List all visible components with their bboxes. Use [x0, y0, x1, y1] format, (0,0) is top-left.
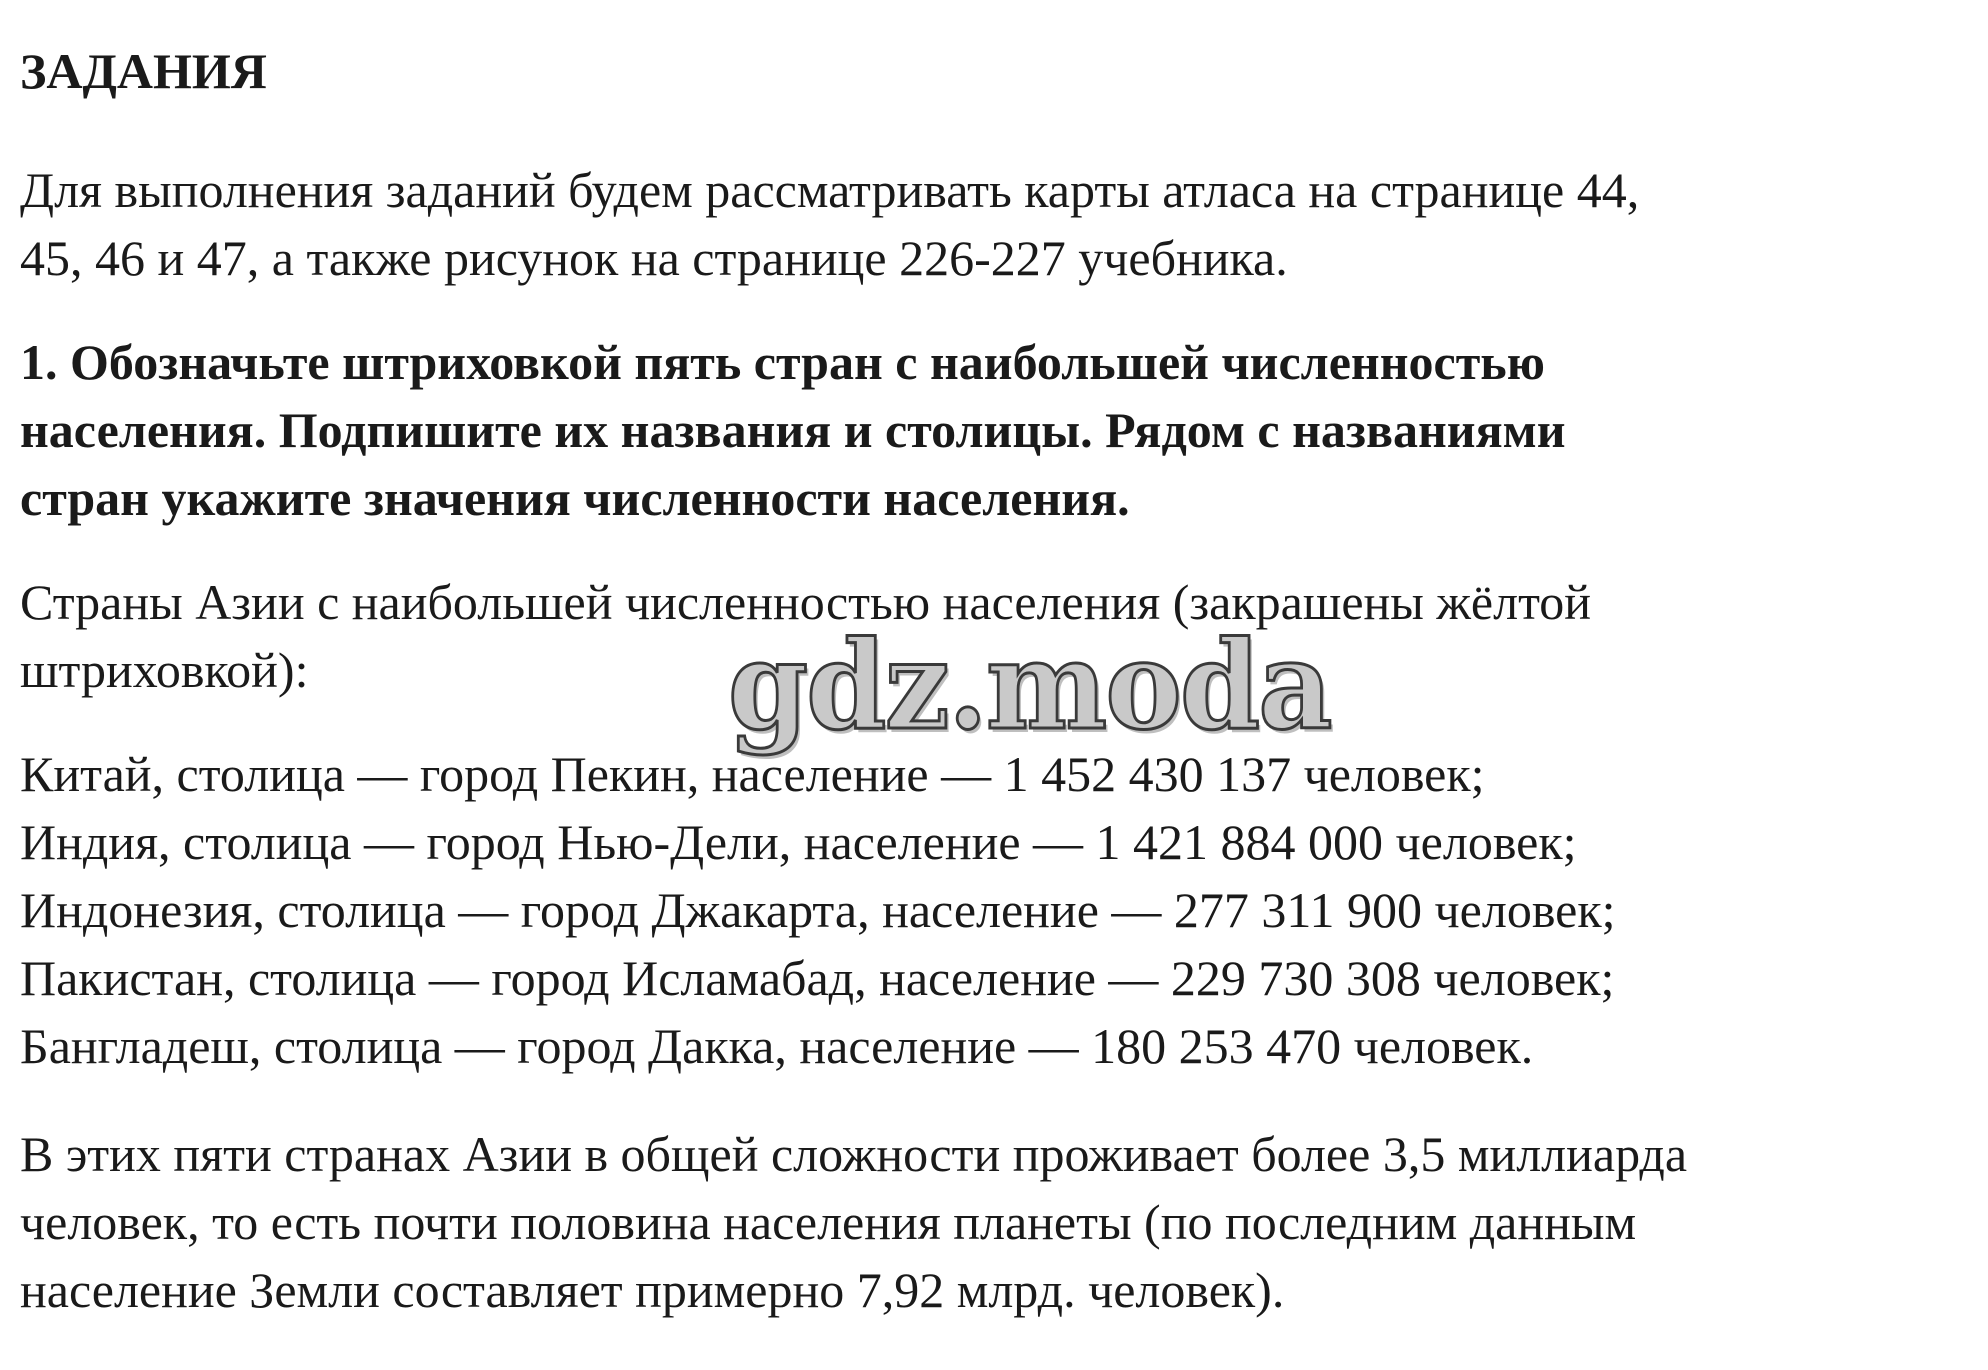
intro-paragraph — [20, 156, 1639, 292]
summary-line: население Земли составляет примерно 7,92 млрд. человек). — [20, 1262, 1285, 1318]
task-1-statement — [20, 328, 1566, 532]
summary-line: В этих пяти странах Азии в общей сложности проживает более 3,5 миллиарда — [20, 1126, 1688, 1182]
country-item-china: Китай, столица — город Пекин, население — 1 452 430 137 человек; — [20, 746, 1485, 802]
intro-line: Для выполнения заданий будем рассматривать карты атласа на странице 44, — [20, 162, 1640, 218]
country-list — [20, 740, 1616, 1080]
country-item-bangladesh: Бангладеш, столица — город Дакка, население — 180 253 470 человек. — [20, 1018, 1534, 1074]
page-heading: ЗАДАНИЯ — [20, 43, 267, 99]
task-line: населения. Подпишите их названия и столицы. Рядом с названиями — [20, 402, 1566, 458]
watermark-logo: gdz.moda — [728, 613, 1331, 757]
summary-paragraph — [20, 1120, 1687, 1324]
country-item-india: Индия, столица — город Нью-Дели, население — 1 421 884 000 человек; — [20, 814, 1577, 870]
task-line: стран укажите значения численности населения. — [20, 470, 1130, 526]
country-item-pakistan: Пакистан, столица — город Исламабад, население — 229 730 308 человек; — [20, 950, 1615, 1006]
asia-intro-line: штриховкой): — [20, 642, 309, 698]
task-line: 1. Обозначьте штриховкой пять стран с наибольшей численностью — [20, 334, 1545, 390]
country-item-indonesia: Индонезия, столица — город Джакарта, население — 277 311 900 человек; — [20, 882, 1616, 938]
intro-line: 45, 46 и 47, а также рисунок на странице 226-227 учебника. — [20, 230, 1288, 286]
asia-intro-line: Страны Азии с наибольшей численностью населения (закрашены жёлтой — [20, 574, 1592, 630]
asia-intro-paragraph — [20, 568, 1591, 704]
summary-line: человек, то есть почти половина населения планеты (по последним данным — [20, 1194, 1637, 1250]
